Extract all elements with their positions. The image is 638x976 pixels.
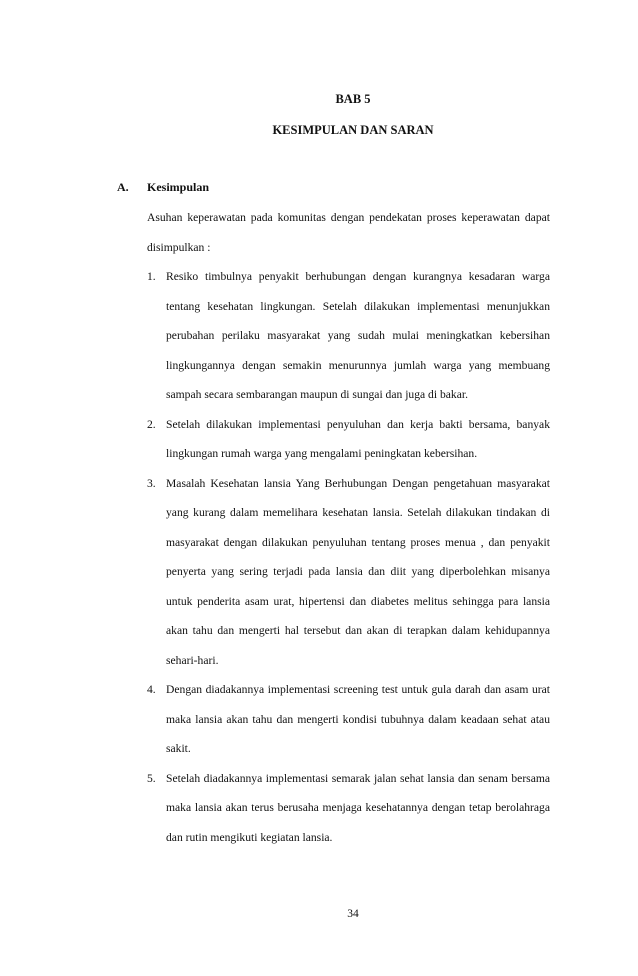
list-item	[147, 262, 550, 410]
list-item	[147, 675, 550, 764]
list-item-text: Dengan diadakannya implementasi screening test untuk gula darah dan asam urat maka lansia akan tahu dan mengerti kondisi tubuhnya dalam keadaan sehat atau sakit.	[166, 683, 550, 755]
list-item-text: Setelah dilakukan implementasi penyuluhan dan kerja bakti bersama, banyak lingkungan rumah warga yang mengalami peningkatan kebersihan.	[166, 417, 550, 460]
section-intro-paragraph: Asuhan keperawatan pada komunitas dengan pendekatan proses keperawatan dapat disimpulkan :	[147, 211, 550, 254]
page-number: 34	[347, 908, 359, 920]
chapter-title: KESIMPULAN DAN SARAN	[272, 123, 434, 137]
list-item	[147, 469, 550, 676]
list-item-text: Setelah diadakannya implementasi semarak jalan sehat lansia dan senam bersama maka lansia akan terus berusaha menjaga kesehatannya dengan tetap berolahraga dan rutin mengikuti kegiatan lansia.	[166, 771, 550, 844]
list-item-number: 4.	[147, 683, 156, 696]
conclusion-list	[147, 262, 550, 852]
list-item-number: 1.	[147, 270, 156, 283]
list-item-text: Resiko timbulnya penyakit berhubungan dengan kurangnya kesadaran warga tentang kesehatan lingkungan. Setelah dilakukan implementasi menunjukkan perubahan perilaku masyarakat yang sudah mulai meningkatkan kebersihan lingkungannya dengan semakin menurunnya jumlah warga yang membuang sampah secara sembarangan maupun di sungai dan juga di bakar.	[166, 270, 550, 401]
section-title: Kesimpulan	[147, 180, 210, 194]
list-item-number: 2.	[147, 417, 156, 431]
chapter-number: BAB 5	[335, 92, 371, 106]
list-item-text: Masalah Kesehatan lansia Yang Berhubungan Dengan pengetahuan masyarakat yang kurang dalam memelihara kesehatan lansia. Setelah dilakukan tindakan di masyarakat dengan dilakukan penyuluhan tentang proses menua , dan penyakit penyerta yang sering terjadi pada lansia dan diit yang diperbolehkan misanya untuk penderita asam urat, hipertensi dan diabetes melitus sehingga para lansia akan tahu dan mengerti hal tersebut dan akan di terapkan dalam kehidupannya sehari-hari.	[166, 476, 550, 667]
list-item	[147, 410, 550, 469]
section-heading	[117, 180, 209, 195]
section-letter: A.	[117, 180, 129, 194]
list-item-number: 3.	[147, 476, 156, 490]
list-item	[147, 764, 550, 853]
list-item-number: 5.	[147, 771, 156, 785]
